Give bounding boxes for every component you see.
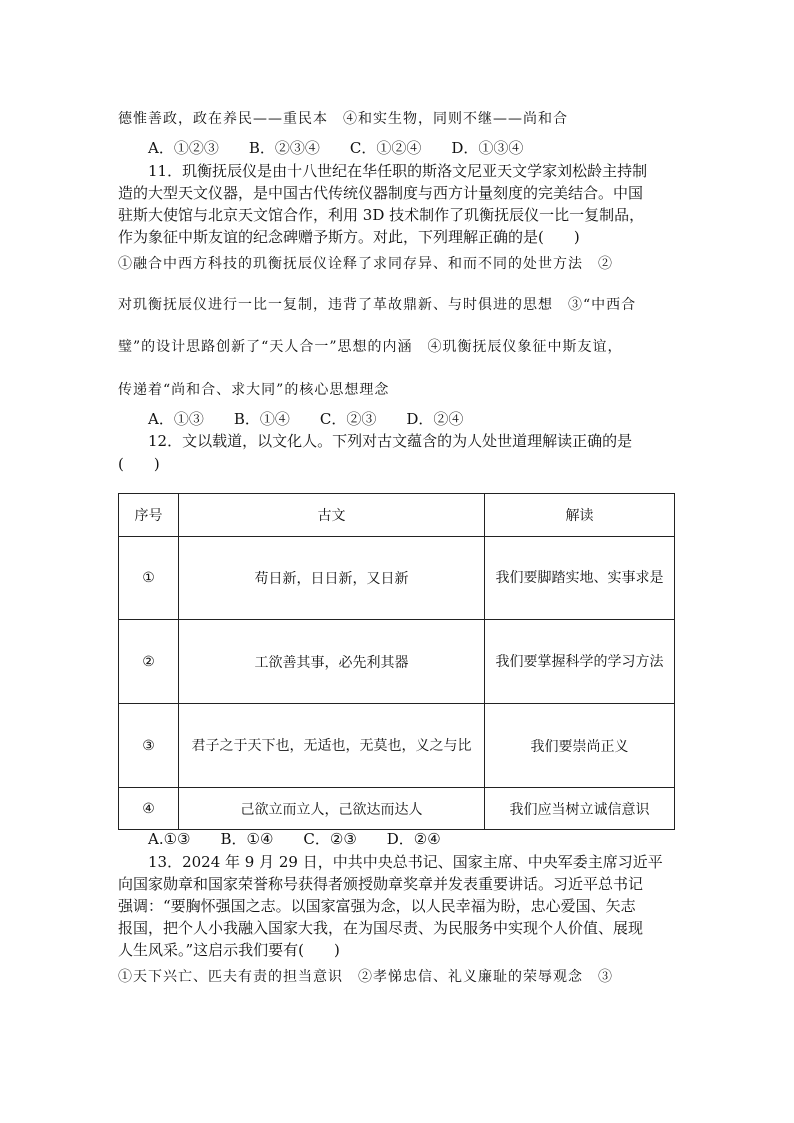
text-line: ( ) (118, 455, 160, 473)
answer-options: A.①③ B．①④ C．②③ D．②④ (148, 830, 441, 848)
table-header-cell: 解读 (485, 494, 675, 537)
table-row (119, 620, 675, 704)
table-row (119, 788, 675, 830)
text-line: 人生风采。”这启示我们要有( ) (118, 941, 340, 959)
statement-line: ①融合中西方科技的玑衡抚辰仪诠释了求同存异、和而不同的处世方法 ② (118, 256, 613, 272)
table-cell-text: 君子之于天下也，无适也，无莫也，义之与比 (191, 737, 472, 754)
table-cell-text: 我们要掌握科学的学习方法 (495, 653, 664, 670)
table-cell (485, 537, 675, 620)
text-line: 造的大型天文仪器，是中国古代传统仪器制度与西方计量刻度的完美结合。中国 (118, 184, 644, 202)
table-cell: 工欲善其事，必先利其器 (179, 620, 485, 704)
question-12-table (118, 493, 675, 830)
answer-options: A．①②③ B．②③④ C．①②④ D．①③④ (148, 139, 524, 157)
question-12-stem: 12．文以载道，以文化人。下列对古文蕴含的为人处世道理解读正确的是 (148, 432, 633, 450)
table-header-cell: 古文 (179, 494, 485, 537)
table-row (119, 704, 675, 788)
question-11-stem: 11．玑衡抚辰仪是由十八世纪在华任职的斯洛文尼亚天文学家刘松龄主持制 (148, 162, 648, 180)
text-line: 驻斯大使馆与北京天文馆合作，利用 3D 技术制作了玑衡抚辰仪一比一复制品， (118, 206, 645, 224)
table-cell: 我们要崇尚正义 (485, 704, 675, 788)
statement-line: 对玑衡抚辰仪进行一比一复制，违背了革故鼎新、与时俱进的思想 ③“中西合 (118, 297, 637, 313)
table-cell (179, 704, 485, 788)
table-cell: 苟日新，日日新，又日新 (179, 537, 485, 620)
table-cell: ④ (119, 788, 179, 830)
statement-line: 传递着“尚和合、求大同”的核心思想理念 (118, 382, 390, 398)
table-cell: 己欲立而立人，己欲达而达人 (179, 788, 485, 830)
question-13-stem: 13．2024 年 9 月 29 日，中共中央总书记、国家主席、中央军委主席习近平 (148, 853, 663, 871)
text-line: 报国，把个人小我融入国家大我，在为国尽责、为民服务中实现个人价值、展现 (118, 919, 644, 937)
table-cell: ① (119, 537, 179, 620)
table-cell-text: 我们要脚踏实地、实事求是 (495, 570, 664, 586)
table-cell: ③ (119, 704, 179, 788)
table-cell (485, 620, 675, 704)
table-header-cell: 序号 (119, 494, 179, 537)
answer-options: A．①③ B．①④ C．②③ D．②④ (148, 410, 464, 428)
table-row (119, 537, 675, 620)
table-cell: 我们应当树立诚信意识 (485, 788, 675, 830)
text-line: 向国家勋章和国家荣誉称号获得者颁授勋章奖章并发表重要讲话。习近平总书记 (118, 875, 644, 893)
statement-line: ①天下兴亡、匹夫有责的担当意识 ②孝悌忠信、礼义廉耻的荣辱观念 ③ (118, 969, 613, 985)
text-line: 作为象征中斯友谊的纪念碑赠予斯方。对此，下列理解正确的是( ) (118, 228, 580, 246)
text-line: 德惟善政，政在养民——重民本 ④和实生物，同则不继——尚和合 (118, 111, 568, 127)
table-cell: ② (119, 620, 179, 704)
text-line: 强调：“要胸怀强国之志。以国家富强为念，以人民幸福为盼，忠心爱国、矢志 (118, 897, 636, 915)
table-header-row (119, 494, 675, 537)
statement-line: 璧”的设计思路创新了“天人合一”思想的内涵 ④玑衡抚辰仪象征中斯友谊， (118, 339, 623, 355)
